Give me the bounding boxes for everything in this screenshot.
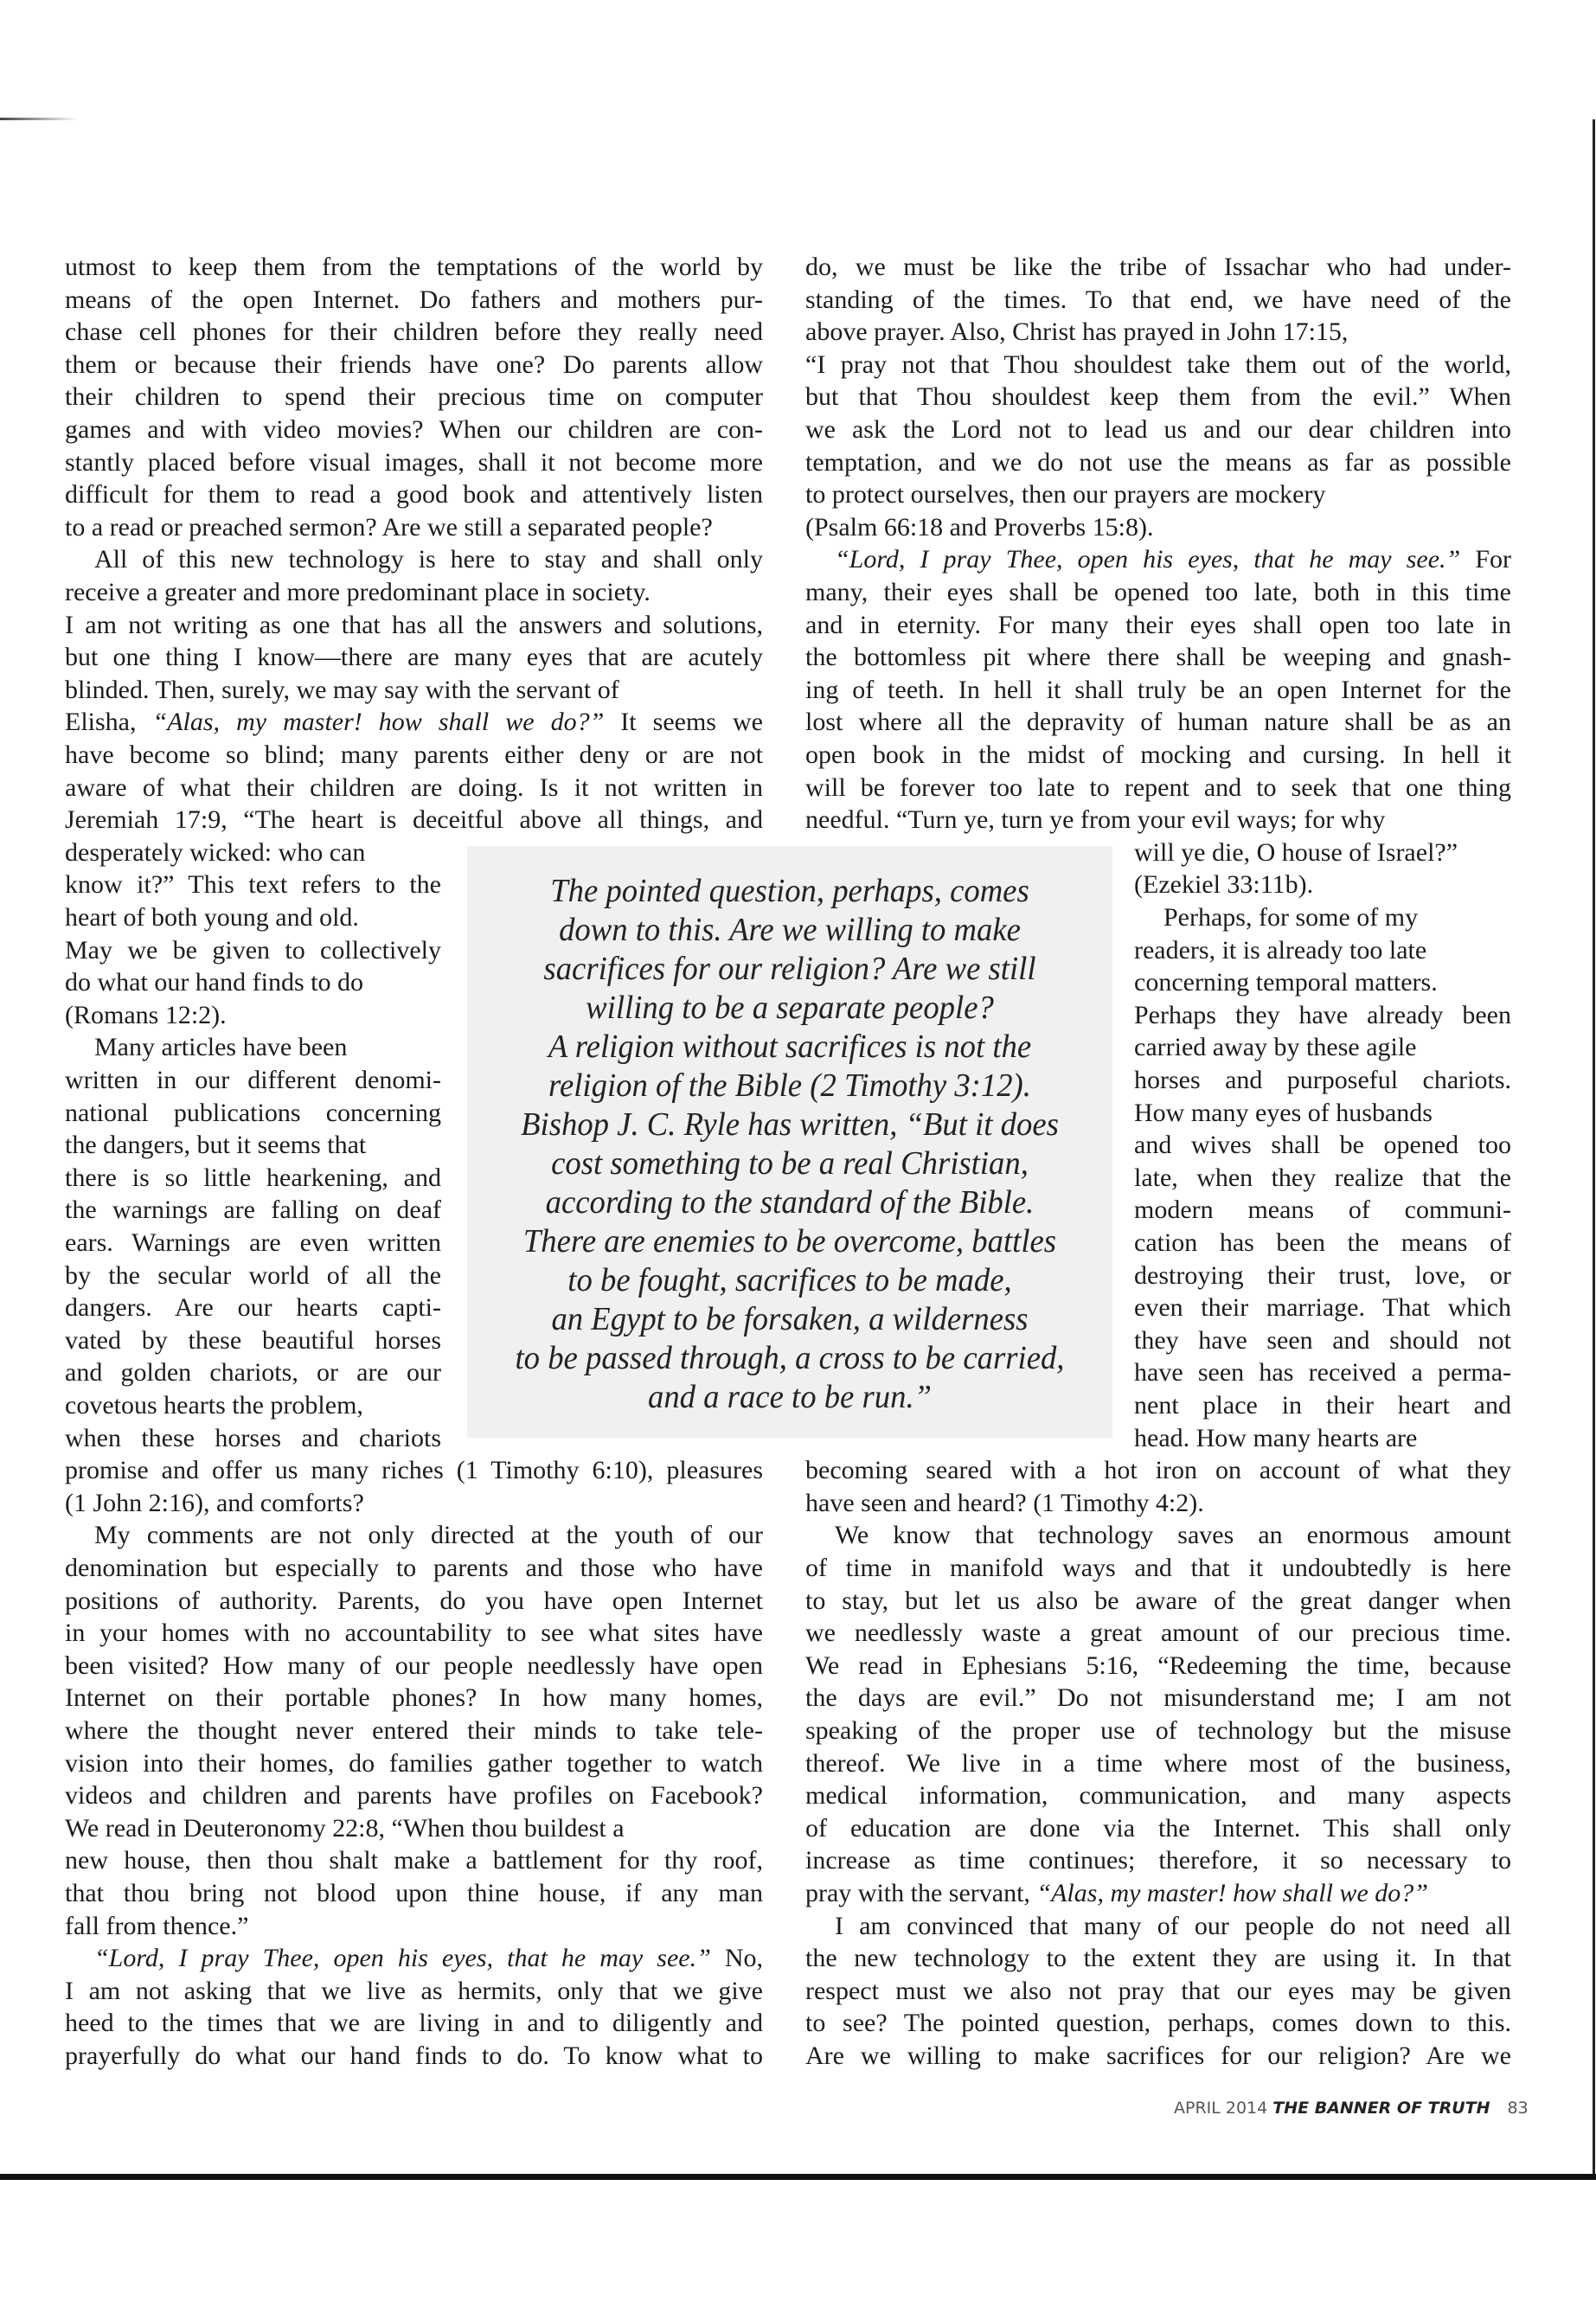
text-line: horses and purposeful chariots.: [1134, 1066, 1511, 1094]
text-line: concerning temporal matters.: [1134, 968, 1438, 997]
pull-quote-line: religion of the Bible (2 Timothy 3:12).: [548, 1067, 1031, 1104]
text-line: nent place in their heart and: [1134, 1391, 1511, 1420]
text-line: to stay, but let us also be aware of the great danger when: [805, 1586, 1511, 1615]
text-line: by the secular world of all the: [65, 1260, 441, 1290]
text-line: “Lord, I pray Thee, open his eyes, that he may see.” For: [835, 545, 1511, 574]
text-line: desperately wicked: who can: [65, 837, 366, 867]
text-line: becoming seared with a hot iron on account of what they: [805, 1456, 1511, 1485]
text-line: late, when they realize that the: [1134, 1163, 1511, 1192]
text-line: we needlessly waste a great amount of our precious time.: [805, 1618, 1511, 1648]
text-line: above prayer. Also, Christ has prayed in John 17:15,: [805, 317, 1349, 347]
text-line: to a read or preached sermon? Are we still a separated people?: [65, 512, 713, 542]
text-line: heed to the times that we are living in and to diligently and: [65, 2009, 763, 2038]
text-line: their children to spend their precious time on computer: [65, 382, 763, 412]
text-line: pray with the servant, “Alas, my master! how shall we do?”: [805, 1879, 1428, 1907]
text-line: vision into their homes, do families gather together to watch: [65, 1748, 763, 1778]
text-line: covetous hearts the problem,: [65, 1391, 363, 1420]
text-line: heart of both young and old.: [65, 903, 359, 932]
text-line: dangers. Are our hearts capti-: [65, 1293, 441, 1323]
pull-quote-line: cost something to be a real Christian,: [551, 1145, 1029, 1182]
text-line: positions of authority. Parents, do you have open Internet: [65, 1586, 763, 1615]
text-line: ing of teeth. In hell it shall truly be an open Internet for the: [805, 675, 1511, 704]
text-line: denomination but especially to parents and those who have: [65, 1554, 763, 1582]
text-line: of education are done via the Internet. This shall only: [805, 1813, 1511, 1843]
text-line: they have seen and should not: [1134, 1325, 1511, 1355]
text-line: I am not writing as one that has all the answers and solutions,: [65, 610, 763, 639]
page-edge: [1593, 119, 1595, 2178]
text-line: the bottomless pit where there shall be weeping and gnash-: [805, 643, 1511, 672]
pull-quote: [467, 846, 1112, 1438]
text-line: to protect ourselves, then our prayers are mockery: [805, 480, 1326, 510]
text-line: increase as time continues; therefore, it so necessary to: [805, 1846, 1511, 1875]
text-line: respect must we also not pray that our eyes may be given: [805, 1976, 1511, 2005]
text-line: Many articles have been: [94, 1033, 348, 1062]
pull-quote-line: willing to be a separate people?: [586, 990, 994, 1026]
text-line: means of the open Internet. Do fathers and mothers pur-: [65, 285, 763, 314]
text-line: vated by these beautiful horses: [65, 1325, 441, 1355]
text-line: games and with video movies? When our children are con-: [65, 415, 763, 444]
text-line: My comments are not only directed at the youth of our: [94, 1521, 763, 1550]
text-line: but that Thou shouldest keep them from the evil.” When: [805, 382, 1511, 412]
text-line: and wives shall be opened too: [1134, 1131, 1511, 1160]
text-line: standing of the times. To that end, we have need of the: [805, 285, 1511, 314]
crop-mark: [0, 118, 78, 120]
text-line: do, we must be like the tribe of Issachar who had under-: [805, 253, 1511, 281]
text-line: (Romans 12:2).: [65, 1000, 227, 1029]
text-line: do what our hand finds to do: [65, 968, 363, 997]
text-line: temptation, and we do not use the means as far as possible: [805, 447, 1511, 477]
text-line: open book in the midst of mocking and cursing. In hell it: [805, 740, 1511, 769]
pull-quote-line: sacrifices for our religion? Are we still: [543, 951, 1036, 987]
text-line: of time in manifold ways and that it undoubtedly is here: [805, 1554, 1511, 1582]
pull-quote-line: an Egypt to be forsaken, a wilderness: [551, 1301, 1029, 1337]
text-line: written in our different denomi-: [65, 1066, 441, 1094]
text-line: we ask the Lord not to lead us and our dear children into: [805, 415, 1511, 444]
pull-quote-line: down to this. Are we willing to make: [559, 912, 1021, 948]
page-number: 83: [1507, 2099, 1529, 2118]
pull-quote-line: to be fought, sacrifices to be made,: [567, 1262, 1012, 1298]
text-line: carried away by these agile: [1134, 1033, 1417, 1062]
text-line: Perhaps, for some of my: [1163, 903, 1419, 932]
text-line: the dangers, but it seems that: [65, 1131, 367, 1160]
text-line: new house, then thou shalt make a battlement for thy roof,: [65, 1846, 763, 1875]
issue-date: APRIL 2014: [1174, 2099, 1268, 2118]
text-line: Perhaps they have already been: [1134, 1000, 1511, 1029]
text-line: many, their eyes shall be opened too late, both in this time: [805, 578, 1511, 606]
text-line: when these horses and chariots: [65, 1423, 441, 1452]
text-line: difficult for them to read a good book and attentively listen: [65, 480, 763, 510]
text-line: modern means of communi-: [1134, 1195, 1511, 1225]
text-line: stantly placed before visual images, shall it not become more: [65, 447, 763, 477]
text-line: national publications concerning: [65, 1098, 441, 1127]
text-line: know it?” This text refers to the: [65, 870, 441, 900]
text-line: there is so little hearkening, and: [65, 1163, 441, 1192]
pull-quote-line: and a race to be run.”: [647, 1379, 933, 1415]
text-line: thereof. We live in a time where most of the business,: [805, 1748, 1511, 1778]
pull-quote-line: according to the standard of the Bible.: [545, 1184, 1035, 1221]
pull-quote-line: A religion without sacrifices is not the: [548, 1029, 1032, 1065]
text-line: receive a greater and more predominant place in society.: [65, 578, 651, 606]
text-line: Elisha, “Alas, my master! how shall we do?” It seems we: [65, 708, 763, 737]
text-line: aware of what their children are doing. Is it not written in: [65, 772, 763, 802]
text-line: lost where all the depravity of human nature shall be as an: [805, 708, 1511, 737]
text-line: will be forever too late to repent and to seek that one thing: [805, 772, 1511, 802]
text-line: cation has been the means of: [1134, 1228, 1511, 1257]
text-line: have seen and heard? (1 Timothy 4:2).: [805, 1488, 1204, 1517]
text-line: fall from thence.”: [65, 1911, 249, 1940]
text-line: blinded. Then, surely, we may say with the servant of: [65, 675, 619, 704]
text-line: ears. Warnings are even written: [65, 1228, 441, 1257]
text-line: them or because their friends have one? Do parents allow: [65, 349, 763, 379]
text-line: videos and children and parents have profiles on Facebook?: [65, 1781, 763, 1811]
text-line: in your homes with no accountability to see what sites have: [65, 1618, 763, 1648]
text-line: where the thought never entered their minds to take tele-: [65, 1716, 763, 1745]
text-line: speaking of the proper use of technology but the misuse: [805, 1716, 1511, 1745]
pull-quote-line: There are enemies to be overcome, battles: [522, 1223, 1057, 1259]
text-line: (Ezekiel 33:11b).: [1134, 870, 1314, 900]
text-line: head. How many hearts are: [1134, 1423, 1418, 1452]
text-line: I am not asking that we live as hermits, only that we give: [65, 1976, 763, 2005]
text-line: May we be given to collectively: [65, 935, 441, 965]
text-line: and golden chariots, or are our: [65, 1358, 441, 1388]
text-line: All of this new technology is here to stay and shall only: [94, 545, 763, 574]
text-line: How many eyes of husbands: [1134, 1098, 1433, 1127]
text-line: have become so blind; many parents either deny or are not: [65, 740, 763, 769]
text-line: We know that technology saves an enormous amount: [835, 1521, 1511, 1550]
text-line: I am convinced that many of our people do not need all: [835, 1911, 1511, 1940]
pull-quote-line: The pointed question, perhaps, comes: [550, 873, 1029, 909]
text-line: and in eternity. For many their eyes shall open too late in: [805, 610, 1511, 639]
page-footer: [1174, 2099, 1529, 2118]
text-line: Are we willing to make sacrifices for our religion? Are we: [805, 2041, 1511, 2070]
pull-quote-line: to be passed through, a cross to be carried,: [515, 1340, 1065, 1376]
text-line: Internet on their portable phones? In how many homes,: [65, 1683, 763, 1713]
text-line: promise and offer us many riches (1 Timothy 6:10), pleasures: [65, 1456, 763, 1485]
text-line: will ye die, O house of Israel?”: [1134, 837, 1458, 867]
text-line: to see? The pointed question, perhaps, comes down to this.: [805, 2009, 1511, 2038]
text-line: the days are evil.” Do not misunderstand me; I am not: [805, 1683, 1511, 1713]
text-line: chase cell phones for their children before they really need: [65, 317, 763, 347]
text-line: (Psalm 66:18 and Proverbs 15:8).: [805, 512, 1154, 542]
text-line: readers, it is already too late: [1134, 935, 1427, 965]
text-line: but one thing I know—there are many eyes that are acutely: [65, 643, 763, 672]
text-line: that thou bring not blood upon thine house, if any man: [65, 1879, 763, 1907]
footer-rule: [0, 2174, 1596, 2180]
pull-quote-line: Bishop J. C. Ryle has written, “But it does: [521, 1106, 1059, 1143]
text-line: been visited? How many of our people needlessly have open: [65, 1650, 763, 1680]
text-line: We read in Ephesians 5:16, “Redeeming the time, because: [805, 1650, 1511, 1680]
text-line: “I pray not that Thou shouldest take them out of the world,: [805, 349, 1511, 379]
text-line: medical information, communication, and many aspects: [805, 1781, 1511, 1811]
text-line: the new technology to the extent they are using it. In that: [805, 1944, 1511, 1973]
text-line: needful. “Turn ye, turn ye from your evil ways; for why: [805, 805, 1386, 835]
text-line: the warnings are falling on deaf: [65, 1195, 441, 1225]
text-line: We read in Deuteronomy 22:8, “When thou buildest a: [65, 1813, 625, 1843]
text-line: even their marriage. That which: [1134, 1293, 1511, 1323]
text-line: (1 John 2:16), and comforts?: [65, 1488, 364, 1517]
publication-name: THE BANNER OF TRUTH: [1272, 2099, 1490, 2118]
text-line: destroying their trust, love, or: [1134, 1260, 1511, 1290]
text-line: Jeremiah 17:9, “The heart is deceitful above all things, and: [65, 805, 763, 835]
text-line: utmost to keep them from the temptations of the world by: [65, 253, 763, 281]
text-line: have seen has received a perma-: [1134, 1358, 1511, 1388]
text-line: “Lord, I pray Thee, open his eyes, that he may see.” No,: [94, 1944, 763, 1973]
text-line: prayerfully do what our hand finds to do. To know what to: [65, 2041, 763, 2070]
